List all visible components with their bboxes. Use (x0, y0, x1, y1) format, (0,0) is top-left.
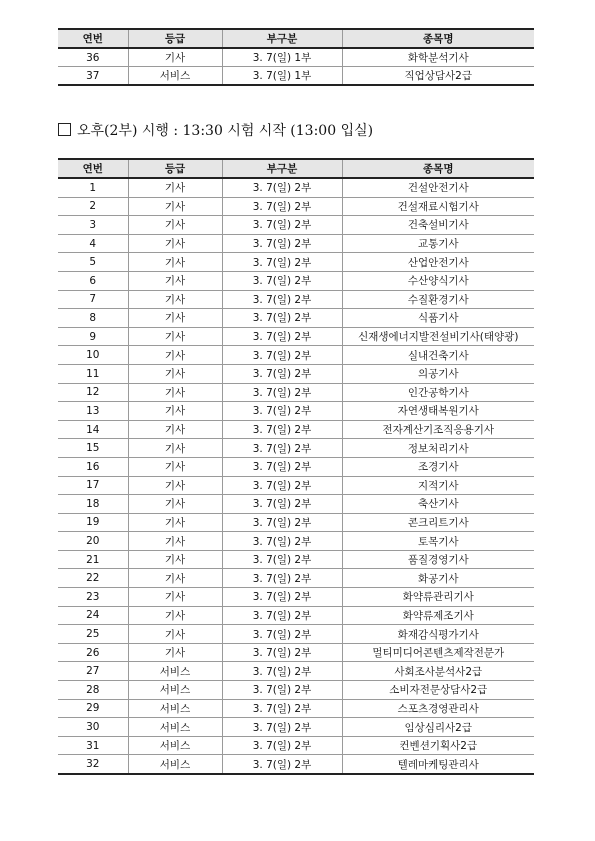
table-row (58, 364, 534, 383)
cell-subject: 사회조사분석사2급 (342, 662, 534, 681)
table-row (58, 178, 534, 197)
cell-subject: 조경기사 (342, 457, 534, 476)
cell-grade: 서비스 (128, 681, 222, 700)
cell-subject: 임상심리사2급 (342, 718, 534, 737)
cell-grade: 기사 (128, 383, 222, 402)
cell-grade: 기사 (128, 234, 222, 253)
cell-session: 3. 7(일) 2부 (222, 178, 342, 197)
cell-subject: 화학분석기사 (342, 48, 534, 67)
table-row (58, 643, 534, 662)
table-row (58, 755, 534, 774)
cell-subject: 정보처리기사 (342, 439, 534, 458)
checkbox-square-icon (58, 123, 71, 136)
table-row (58, 402, 534, 421)
cell-grade: 서비스 (128, 755, 222, 774)
cell-session: 3. 7(일) 2부 (222, 588, 342, 607)
cell-session: 3. 7(일) 2부 (222, 197, 342, 216)
cell-seq: 2 (58, 197, 128, 216)
cell-grade: 기사 (128, 271, 222, 290)
cell-subject: 화약류관리기사 (342, 588, 534, 607)
afternoon-heading-text: 오후(2부) 시행 : 13:30 시험 시작 (13:00 입실) (77, 123, 374, 139)
cell-grade: 기사 (128, 532, 222, 551)
cell-session: 3. 7(일) 2부 (222, 271, 342, 290)
cell-session: 3. 7(일) 2부 (222, 662, 342, 681)
cell-seq: 20 (58, 532, 128, 551)
cell-grade: 기사 (128, 253, 222, 272)
cell-seq: 4 (58, 234, 128, 253)
table-row (58, 67, 534, 86)
cell-session: 3. 7(일) 2부 (222, 290, 342, 309)
cell-seq: 30 (58, 718, 128, 737)
cell-subject: 실내건축기사 (342, 346, 534, 365)
cell-seq: 24 (58, 606, 128, 625)
cell-grade: 기사 (128, 309, 222, 328)
cell-seq: 12 (58, 383, 128, 402)
header-session: 부구분 (222, 159, 342, 178)
cell-grade: 기사 (128, 364, 222, 383)
cell-session: 3. 7(일) 2부 (222, 457, 342, 476)
cell-seq: 14 (58, 420, 128, 439)
cell-grade: 기사 (128, 327, 222, 346)
table-row (58, 736, 534, 755)
cell-subject: 자연생태복원기사 (342, 402, 534, 421)
header-seq: 연번 (58, 159, 128, 178)
cell-seq: 25 (58, 625, 128, 644)
cell-session: 3. 7(일) 2부 (222, 476, 342, 495)
cell-session: 3. 7(일) 2부 (222, 346, 342, 365)
cell-seq: 37 (58, 67, 128, 86)
table-row (58, 588, 534, 607)
cell-seq: 15 (58, 439, 128, 458)
cell-seq: 6 (58, 271, 128, 290)
table-row (58, 606, 534, 625)
cell-session: 3. 7(일) 2부 (222, 755, 342, 774)
cell-seq: 21 (58, 550, 128, 569)
cell-session: 3. 7(일) 1부 (222, 48, 342, 67)
cell-subject: 의공기사 (342, 364, 534, 383)
cell-session: 3. 7(일) 1부 (222, 67, 342, 86)
table-row (58, 699, 534, 718)
cell-subject: 스포츠경영관리사 (342, 699, 534, 718)
cell-subject: 소비자전문상담사2급 (342, 681, 534, 700)
table-row (58, 532, 534, 551)
cell-subject: 화재감식평가기사 (342, 625, 534, 644)
table-row (58, 197, 534, 216)
cell-subject: 텔레마케팅관리사 (342, 755, 534, 774)
cell-seq: 10 (58, 346, 128, 365)
cell-seq: 17 (58, 476, 128, 495)
cell-seq: 36 (58, 48, 128, 67)
cell-grade: 기사 (128, 495, 222, 514)
cell-subject: 콘크리트기사 (342, 513, 534, 532)
cell-subject: 건축설비기사 (342, 216, 534, 235)
header-subject: 종목명 (342, 159, 534, 178)
cell-session: 3. 7(일) 2부 (222, 327, 342, 346)
header-subject: 종목명 (342, 29, 534, 48)
cell-seq: 8 (58, 309, 128, 328)
cell-grade: 기사 (128, 476, 222, 495)
cell-subject: 수산양식기사 (342, 271, 534, 290)
cell-subject: 식품기사 (342, 309, 534, 328)
header-grade: 등급 (128, 29, 222, 48)
cell-grade: 기사 (128, 346, 222, 365)
cell-grade: 서비스 (128, 736, 222, 755)
cell-session: 3. 7(일) 2부 (222, 495, 342, 514)
cell-subject: 인간공학기사 (342, 383, 534, 402)
cell-seq: 19 (58, 513, 128, 532)
cell-grade: 기사 (128, 402, 222, 421)
cell-subject: 화공기사 (342, 569, 534, 588)
cell-seq: 16 (58, 457, 128, 476)
cell-seq: 7 (58, 290, 128, 309)
morning-exam-table (58, 28, 534, 86)
cell-subject: 산업안전기사 (342, 253, 534, 272)
cell-session: 3. 7(일) 2부 (222, 513, 342, 532)
cell-session: 3. 7(일) 2부 (222, 439, 342, 458)
cell-session: 3. 7(일) 2부 (222, 681, 342, 700)
cell-subject: 교통기사 (342, 234, 534, 253)
cell-grade: 서비스 (128, 699, 222, 718)
cell-subject: 품질경영기사 (342, 550, 534, 569)
cell-seq: 32 (58, 755, 128, 774)
header-row (58, 29, 534, 48)
table-row (58, 271, 534, 290)
cell-subject: 직업상담사2급 (342, 67, 534, 86)
cell-session: 3. 7(일) 2부 (222, 550, 342, 569)
cell-session: 3. 7(일) 2부 (222, 383, 342, 402)
afternoon-exam-table (58, 158, 534, 775)
table-row (58, 569, 534, 588)
cell-seq: 18 (58, 495, 128, 514)
cell-session: 3. 7(일) 2부 (222, 402, 342, 421)
table-row (58, 346, 534, 365)
cell-grade: 기사 (128, 178, 222, 197)
table-row (58, 681, 534, 700)
cell-session: 3. 7(일) 2부 (222, 569, 342, 588)
table-row (58, 495, 534, 514)
header-seq: 연번 (58, 29, 128, 48)
cell-grade: 서비스 (128, 662, 222, 681)
cell-session: 3. 7(일) 2부 (222, 216, 342, 235)
table-row (58, 383, 534, 402)
table-row (58, 476, 534, 495)
cell-seq: 27 (58, 662, 128, 681)
cell-grade: 기사 (128, 625, 222, 644)
cell-session: 3. 7(일) 2부 (222, 309, 342, 328)
cell-grade: 서비스 (128, 67, 222, 86)
cell-seq: 22 (58, 569, 128, 588)
cell-grade: 서비스 (128, 718, 222, 737)
cell-session: 3. 7(일) 2부 (222, 364, 342, 383)
table-row (58, 327, 534, 346)
cell-grade: 기사 (128, 513, 222, 532)
cell-subject: 토목기사 (342, 532, 534, 551)
cell-seq: 29 (58, 699, 128, 718)
cell-seq: 31 (58, 736, 128, 755)
afternoon-rows (58, 178, 534, 774)
cell-grade: 기사 (128, 606, 222, 625)
cell-grade: 기사 (128, 48, 222, 67)
cell-session: 3. 7(일) 2부 (222, 625, 342, 644)
cell-seq: 26 (58, 643, 128, 662)
header-row (58, 159, 534, 178)
cell-session: 3. 7(일) 2부 (222, 699, 342, 718)
table-row (58, 439, 534, 458)
header-grade: 등급 (128, 159, 222, 178)
cell-subject: 신재생에너지발전설비기사(태양광) (342, 327, 534, 346)
cell-session: 3. 7(일) 2부 (222, 736, 342, 755)
table-row (58, 457, 534, 476)
table-row (58, 216, 534, 235)
cell-grade: 기사 (128, 588, 222, 607)
cell-subject: 전자계산기조직응용기사 (342, 420, 534, 439)
cell-grade: 기사 (128, 290, 222, 309)
table-row (58, 253, 534, 272)
cell-subject: 축산기사 (342, 495, 534, 514)
cell-grade: 기사 (128, 550, 222, 569)
cell-subject: 건설재료시험기사 (342, 197, 534, 216)
cell-seq: 13 (58, 402, 128, 421)
cell-session: 3. 7(일) 2부 (222, 718, 342, 737)
cell-grade: 기사 (128, 216, 222, 235)
cell-seq: 5 (58, 253, 128, 272)
cell-session: 3. 7(일) 2부 (222, 420, 342, 439)
table-row (58, 48, 534, 67)
cell-subject: 수질환경기사 (342, 290, 534, 309)
cell-seq: 23 (58, 588, 128, 607)
cell-seq: 3 (58, 216, 128, 235)
cell-grade: 기사 (128, 569, 222, 588)
table-row (58, 234, 534, 253)
cell-subject: 멀티미디어콘텐츠제작전문가 (342, 643, 534, 662)
table-row (58, 309, 534, 328)
cell-seq: 1 (58, 178, 128, 197)
cell-subject: 건설안전기사 (342, 178, 534, 197)
afternoon-heading (58, 120, 373, 140)
header-session: 부구분 (222, 29, 342, 48)
cell-grade: 기사 (128, 420, 222, 439)
morning-rows (58, 48, 534, 85)
cell-grade: 기사 (128, 457, 222, 476)
cell-session: 3. 7(일) 2부 (222, 253, 342, 272)
table-row (58, 420, 534, 439)
cell-subject: 지적기사 (342, 476, 534, 495)
cell-seq: 28 (58, 681, 128, 700)
table-row (58, 290, 534, 309)
cell-seq: 11 (58, 364, 128, 383)
cell-grade: 기사 (128, 197, 222, 216)
cell-seq: 9 (58, 327, 128, 346)
table-row (58, 718, 534, 737)
table-row (58, 550, 534, 569)
cell-grade: 기사 (128, 439, 222, 458)
table-row (58, 662, 534, 681)
cell-session: 3. 7(일) 2부 (222, 532, 342, 551)
cell-session: 3. 7(일) 2부 (222, 643, 342, 662)
cell-session: 3. 7(일) 2부 (222, 234, 342, 253)
cell-subject: 화약류제조기사 (342, 606, 534, 625)
cell-grade: 기사 (128, 643, 222, 662)
table-row (58, 513, 534, 532)
cell-subject: 컨벤션기획사2급 (342, 736, 534, 755)
cell-session: 3. 7(일) 2부 (222, 606, 342, 625)
table-row (58, 625, 534, 644)
